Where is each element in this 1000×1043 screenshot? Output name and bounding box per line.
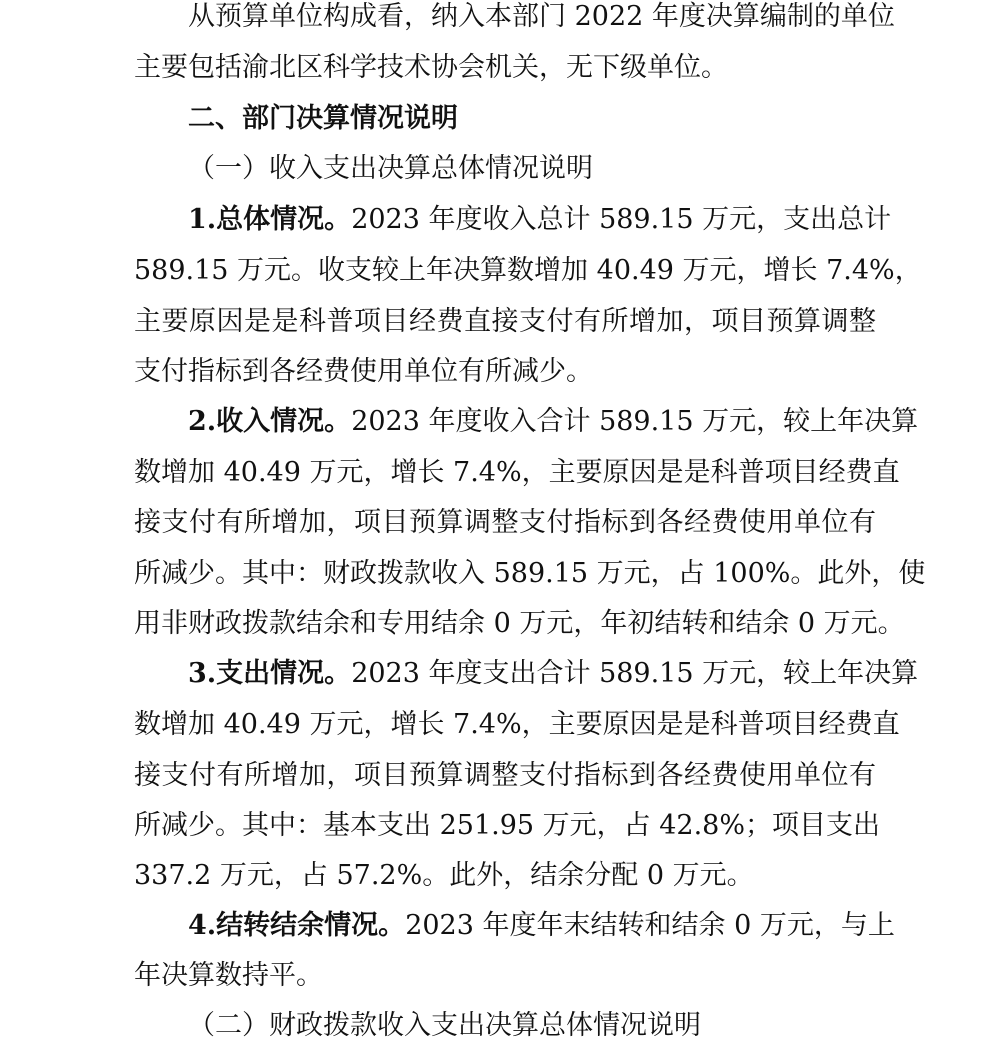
item1-label: 1.总体情况。 — [188, 204, 352, 235]
item4-line-1-text: 2023 年度年末结转和结余 0 万元，与上 — [405, 910, 895, 941]
item3-line-3: 接支付有所增加，项目预算调整支付指标到各经费使用单位有 — [134, 760, 876, 791]
item2-line-5: 用非财政拨款结余和专用结余 0 万元，年初结转和结余 0 万元。 — [134, 608, 905, 639]
item1-line-4: 支付指标到各经费使用单位有所减少。 — [134, 356, 593, 387]
item2-line-3: 接支付有所增加，项目预算调整支付指标到各经费使用单位有 — [134, 507, 876, 538]
subsection-heading-one: （一）收入支出决算总体情况说明 — [188, 153, 593, 184]
item3-line-5: 337.2 万元，占 57.2%。此外，结余分配 0 万元。 — [134, 860, 754, 891]
item4-label: 4.结转结余情况。 — [188, 910, 406, 941]
item2-line-4: 所减少。其中：财政拨款收入 589.15 万元，占 100%。此外，使 — [134, 558, 926, 589]
item3-line-1-text: 2023 年度支出合计 589.15 万元，较上年决算 — [351, 658, 919, 689]
item4-line-1 — [188, 909, 895, 943]
item1-line-1 — [188, 203, 892, 237]
item1-line-1-text: 2023 年度收入总计 589.15 万元，支出总计 — [351, 204, 892, 235]
item1-line-3: 主要原因是是科普项目经费直接支付有所增加，项目预算调整 — [134, 306, 876, 337]
item2-line-1-text: 2023 年度收入合计 589.15 万元，较上年决算 — [351, 406, 919, 437]
item3-line-2: 数增加 40.49 万元，增长 7.4%，主要原因是是科普项目经费直 — [134, 709, 900, 740]
item3-line-4: 所减少。其中：基本支出 251.95 万元，占 42.8%；项目支出 — [134, 810, 880, 841]
item2-label: 2.收入情况。 — [188, 406, 352, 437]
item2-line-2: 数增加 40.49 万元，增长 7.4%，主要原因是是科普项目经费直 — [134, 457, 900, 488]
item1-line-2: 589.15 万元。收支较上年决算数增加 40.49 万元，增长 7.4%， — [134, 255, 922, 286]
item4-line-2: 年决算数持平。 — [134, 960, 323, 991]
item3-label: 3.支出情况。 — [188, 658, 352, 689]
intro-line-1: 从预算单位构成看，纳入本部门 2022 年度决算编制的单位 — [188, 1, 895, 32]
item2-line-1 — [188, 405, 919, 439]
item3-line-1 — [188, 657, 919, 691]
intro-line-2: 主要包括渝北区科学技术协会机关，无下级单位。 — [134, 52, 728, 83]
section-heading-two: 二、部门决算情况说明 — [188, 103, 458, 134]
subsection-heading-two: （二）财政拨款收入支出决算总体情况说明 — [188, 1010, 701, 1041]
